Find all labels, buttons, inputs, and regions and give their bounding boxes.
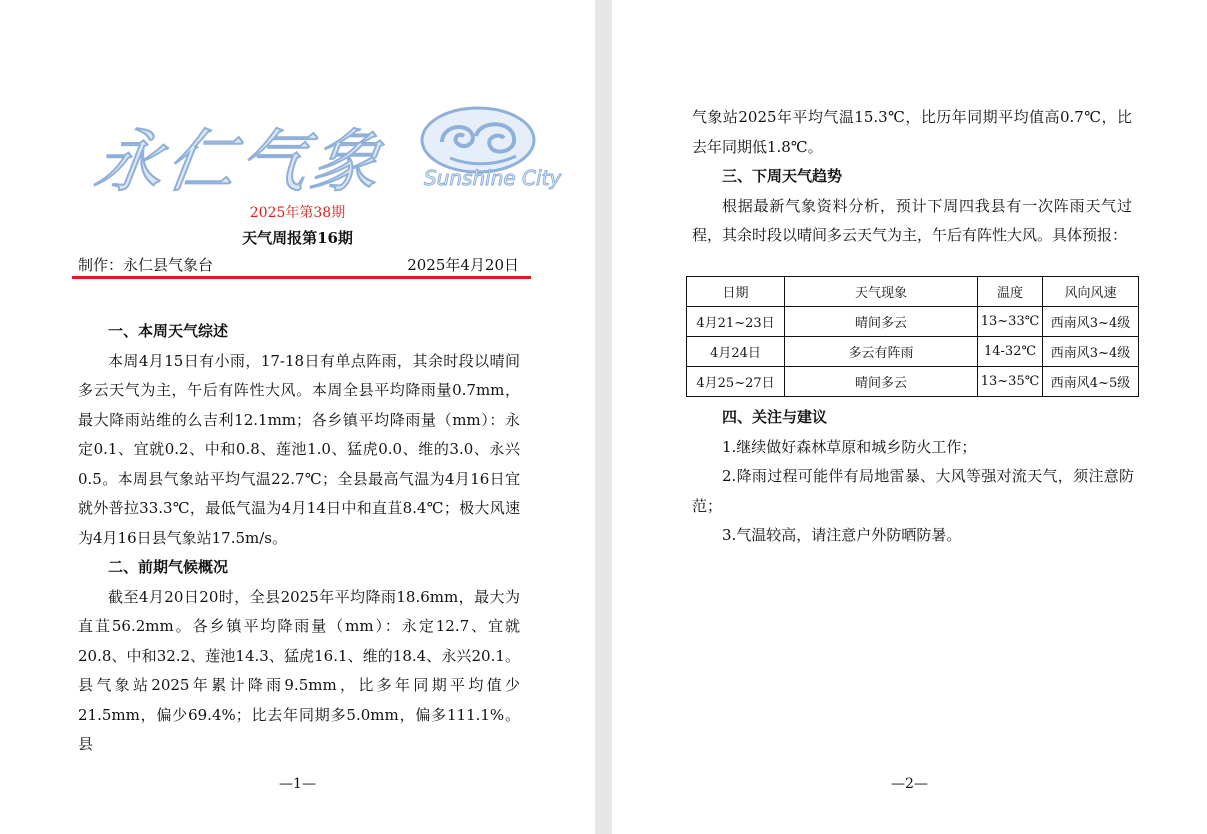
table-row	[687, 367, 1139, 397]
section-title-advice: 四、关注与建议	[722, 408, 828, 426]
advice-item: 3.气温较高，请注意户外防晒防暑。	[722, 526, 962, 544]
section-title-climate: 二、前期气候概况	[108, 558, 229, 576]
page2-body-bottom	[692, 403, 1134, 551]
table-cell-weather: 晴间多云	[785, 367, 978, 397]
table-cell-weather: 多云有阵雨	[785, 337, 978, 367]
table-cell-wind: 西南风3~4级	[1043, 307, 1139, 337]
table-header-cell: 天气现象	[785, 277, 978, 307]
table-cell-date: 4月21~23日	[687, 307, 785, 337]
page-gutter	[595, 0, 612, 834]
table-cell-date: 4月25~27日	[687, 367, 785, 397]
table-cell-date: 4月24日	[687, 337, 785, 367]
advice-item: 1.继续做好森林草原和城乡防火工作；	[722, 437, 977, 456]
page-number: —2—	[891, 776, 928, 792]
cloud-swirl-logo-icon	[420, 106, 538, 206]
table-cell-temp: 13~33℃	[978, 307, 1043, 337]
table-cell-wind: 西南风4~5级	[1043, 367, 1139, 397]
table-header-row	[687, 277, 1139, 307]
header-divider	[72, 276, 531, 279]
page-1	[0, 0, 595, 834]
table-header-cell: 风向风速	[1043, 277, 1139, 307]
logo-subtitle: Sunshine City	[424, 166, 562, 190]
page1-body	[78, 317, 520, 760]
issue-number: 2025年第38期	[249, 205, 346, 221]
table-row	[687, 307, 1139, 337]
table-header-cell: 温度	[978, 277, 1043, 307]
page-number: —1—	[279, 776, 316, 792]
page2-body-top	[692, 103, 1132, 251]
table-cell-wind: 西南风3~4级	[1043, 337, 1139, 367]
table-cell-temp: 14-32℃	[978, 337, 1043, 367]
section-body-summary: 本周4月15日有小雨，17-18日有单点阵雨，其余时段以晴间多云天气为主，午后有阵性大风。本周全县平均降雨量0.7mm，最大降雨站维的么吉利12.1mm；各乡镇平均降雨量（mm）：永定0.1、宜就0.2、中和0.8、莲池1.0、猛虎0.0、维的3.0、永兴0.5。本周县气象站平均气温22.7℃；全县最高气温为4月16日宜就外普拉33.3℃，最低气温为4月14日中和直苴8.4℃；极大风速为4月16日县气象站17.5m/s。	[78, 351, 520, 547]
table-cell-temp: 13~35℃	[978, 367, 1043, 397]
producer-label: 制作：永仁县气象台	[78, 256, 214, 274]
section-title-forecast: 三、下周天气趋势	[722, 167, 843, 185]
table-cell-weather: 晴间多云	[785, 307, 978, 337]
continued-text: 气象站2025年平均气温15.3℃，比历年同期平均值高0.7℃，比去年同期低1.8℃。	[692, 108, 1132, 156]
section-body-forecast: 根据最新气象资料分析，预计下周四我县有一次阵雨天气过程，其余时段以晴间多云天气为主，午后有阵性大风。具体预报：	[692, 196, 1132, 244]
weekly-title: 天气周报第16期	[242, 229, 353, 247]
issue-date: 2025年4月20日	[407, 256, 519, 274]
section-title-summary: 一、本周天气综述	[108, 322, 229, 340]
section-body-climate: 截至4月20日20时，全县2025年平均降雨18.6mm，最大为直苴56.2mm。各乡镇平均降雨量（mm）：永定12.7、宜就20.8、中和32.2、莲池14.3、猛虎16.1、维的18.4、永兴20.1。县气象站2025年累计降雨9.5mm，比多年同期平均值少21.5mm，偏少69.4%；比去年同期多5.0mm，偏多111.1%。县	[78, 587, 520, 753]
table-header-cell: 日期	[687, 277, 785, 307]
forecast-table	[686, 276, 1139, 397]
table-row	[687, 337, 1139, 367]
logo-text: 永仁气象	[89, 123, 389, 202]
advice-item: 2.降雨过程可能伴有局地雷暴、大风等强对流天气，须注意防范；	[692, 467, 1134, 515]
